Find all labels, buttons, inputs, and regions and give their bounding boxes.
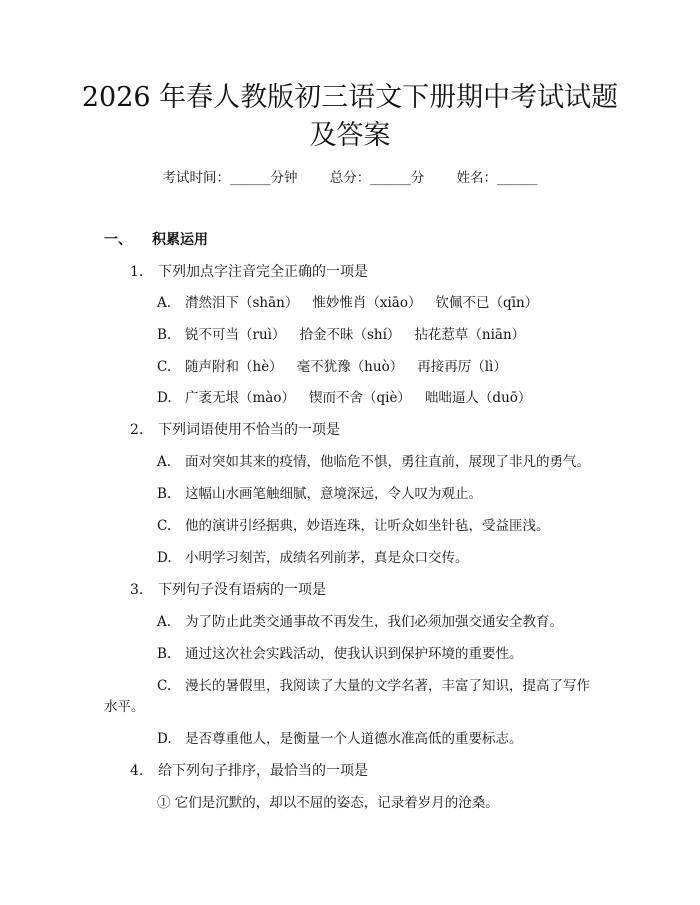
option-label: B.	[157, 486, 172, 502]
option-item: 拾金不昧（shí）	[299, 327, 401, 343]
option-text: 小明学习刻苦，成绩名列前茅，真是众口交传。	[185, 550, 469, 566]
option-item: 咄咄逼人（duō）	[424, 390, 532, 406]
option-a	[157, 612, 563, 632]
question-4	[130, 761, 368, 781]
exam-time-field: 考试时间：______分钟	[162, 170, 298, 186]
option-c	[157, 676, 590, 696]
option-label: D.	[157, 731, 172, 747]
question-number: 2.	[130, 422, 144, 438]
option-text: 面对突如其来的疫情，他临危不惧，勇往直前，展现了非凡的勇气。	[185, 454, 590, 470]
question-3	[130, 580, 326, 600]
exam-meta	[0, 168, 700, 188]
page-title-line2: 及答案	[309, 120, 391, 151]
option-b	[157, 644, 523, 664]
option-label: B.	[157, 646, 172, 662]
option-label: C.	[157, 359, 172, 375]
option-text: 他的演讲引经据典，妙语连珠，让听众如坐针毡，受益匪浅。	[185, 518, 550, 534]
option-item: 潸然泪下（shān）	[185, 295, 299, 311]
option-a	[157, 452, 590, 472]
option-label: C.	[157, 678, 172, 694]
section-heading	[104, 230, 208, 250]
question-number: 1.	[130, 264, 144, 280]
option-label: B.	[157, 327, 172, 343]
name-field: 姓名：______	[456, 170, 538, 186]
option-item: 毫不犹豫（huò）	[296, 359, 404, 375]
option-c	[157, 516, 550, 536]
question-stem: 下列句子没有语病的一项是	[158, 582, 326, 598]
total-score-field: 总分：______分	[329, 170, 425, 186]
option-text: 为了防止此类交通事故不再发生，我们必须加强交通安全教育。	[185, 614, 563, 630]
option-item: 钦佩不已（qīn）	[435, 295, 539, 311]
option-c-continuation: 水平。	[104, 699, 145, 715]
option-d	[157, 388, 545, 408]
option-label: A.	[157, 295, 172, 311]
option-item: 锐不可当（ruì）	[185, 327, 286, 343]
section-number: 一、	[104, 232, 132, 248]
option-a	[157, 293, 552, 313]
question-1	[130, 262, 368, 282]
option-d	[157, 729, 523, 749]
question-2	[130, 420, 340, 440]
option-label: A.	[157, 614, 172, 630]
option-text: 漫长的暑假里，我阅读了大量的文学名著，丰富了知识，提高了写作	[185, 678, 590, 694]
option-text: 这幅山水画笔触细腻，意境深远，令人叹为观止。	[185, 486, 482, 502]
option-text: 是否尊重他人，是衡量一个人道德水准高低的重要标志。	[185, 731, 523, 747]
question-stem: 给下列句子排序，最恰当的一项是	[158, 763, 368, 779]
option-text: 通过这次社会实践活动，使我认识到保护环境的重要性。	[185, 646, 523, 662]
question-number: 3.	[130, 582, 144, 598]
option-item: 拈花惹草（niān）	[414, 327, 526, 343]
question-stem: 下列词语使用不恰当的一项是	[158, 422, 340, 438]
question-stem: 下列加点字注音完全正确的一项是	[158, 264, 368, 280]
option-label: C.	[157, 518, 172, 534]
option-label: D.	[157, 550, 172, 566]
page-title: 2026 年春人教版初三语文下册期中考试试题	[81, 82, 619, 113]
option-c	[157, 357, 521, 377]
option-b	[157, 325, 539, 345]
option-label: A.	[157, 454, 172, 470]
option-item: 惟妙惟肖（xiāo）	[312, 295, 422, 311]
option-label: D.	[157, 390, 172, 406]
question-number: 4.	[130, 763, 144, 779]
option-item: 锲而不舍（qiè）	[308, 390, 411, 406]
option-d	[157, 548, 469, 568]
option-item: 再接再厉（lì）	[417, 359, 507, 375]
sentence-item: ① 它们是沉默的，却以不屈的姿态，记录着岁月的沧桑。	[157, 795, 499, 811]
option-item: 随声附和（hè）	[185, 359, 283, 375]
section-title: 积累运用	[152, 232, 208, 248]
option-item: 广袤无垠（mào）	[185, 390, 295, 406]
option-b	[157, 484, 482, 504]
